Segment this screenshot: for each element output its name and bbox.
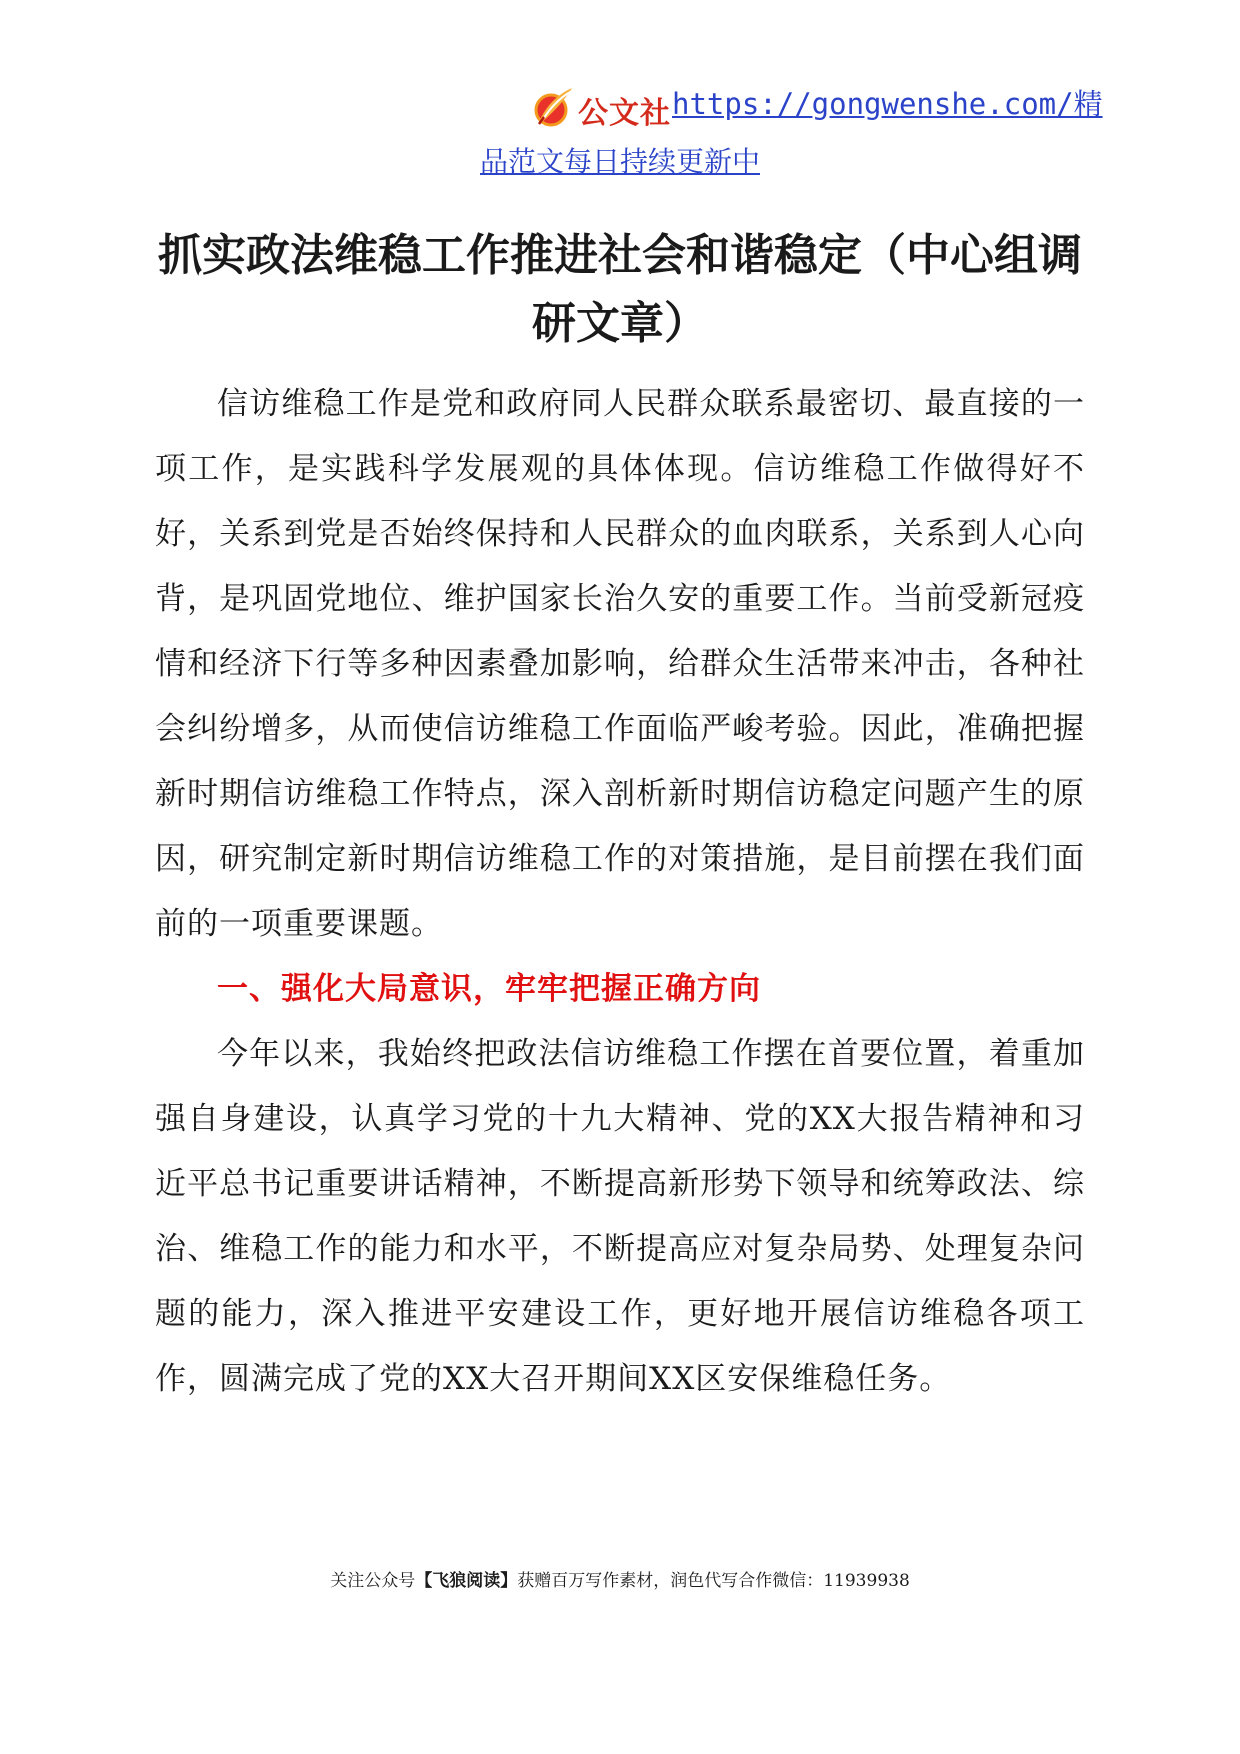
section-heading-1: 一、强化大局意识，牢牢把握正确方向: [217, 971, 761, 1007]
logo-text: 公文社: [578, 96, 671, 131]
page-footer: [0, 1566, 1240, 1591]
document-title: 抓实政法维稳工作推进社会和谐稳定（中心组调研文章）: [158, 230, 1082, 349]
site-url-link-continued[interactable]: 品范文每日持续更新中: [479, 145, 760, 178]
footer-middle: 获赠百万写作素材，润色代写合作微信：: [517, 1571, 824, 1591]
document-body: [155, 372, 1085, 1412]
quill-logo-icon: [530, 84, 576, 130]
section-1-paragraph: 今年以来，我始终把政法信访维稳工作摆在首要位置，着重加强自身建设，认真学习党的十九大精神、党的XX大报告精神和习近平总书记重要讲话精神，不断提高新形势下领导和统筹政法、综治、维稳工作的能力和水平，不断提高应对复杂局势、处理复杂问题的能力，深入推进平安建设工作，更好地开展信访维稳各项工作，圆满完成了党的XX大召开期间XX区安保维稳任务。: [155, 1036, 1085, 1397]
footer-account: 【飞狼阅读】: [415, 1571, 518, 1591]
site-logo[interactable]: [530, 84, 680, 132]
intro-paragraph: 信访维稳工作是党和政府同人民群众联系最密切、最直接的一项工作，是实践科学发展观的具体体现。信访维稳工作做得好不好，关系到党是否始终保持和人民群众的血肉联系，关系到人心向背，是巩固党地位、维护国家长治久安的重要工作。当前受新冠疫情和经济下行等多种因素叠加影响，给群众生活带来冲击，各种社会纠纷增多，从而使信访维稳工作面临严峻考验。因此，准确把握新时期信访维稳工作特点，深入剖析新时期信访稳定问题产生的原因，研究制定新时期信访维稳工作的对策措施，是目前摆在我们面前的一项重要课题。: [155, 386, 1085, 942]
site-url-link[interactable]: https://gongwenshe.com/精: [672, 87, 1103, 121]
footer-prefix: 关注公众号: [330, 1571, 416, 1591]
footer-wechat: 11939938: [823, 1571, 910, 1591]
page-header: [0, 78, 1240, 208]
